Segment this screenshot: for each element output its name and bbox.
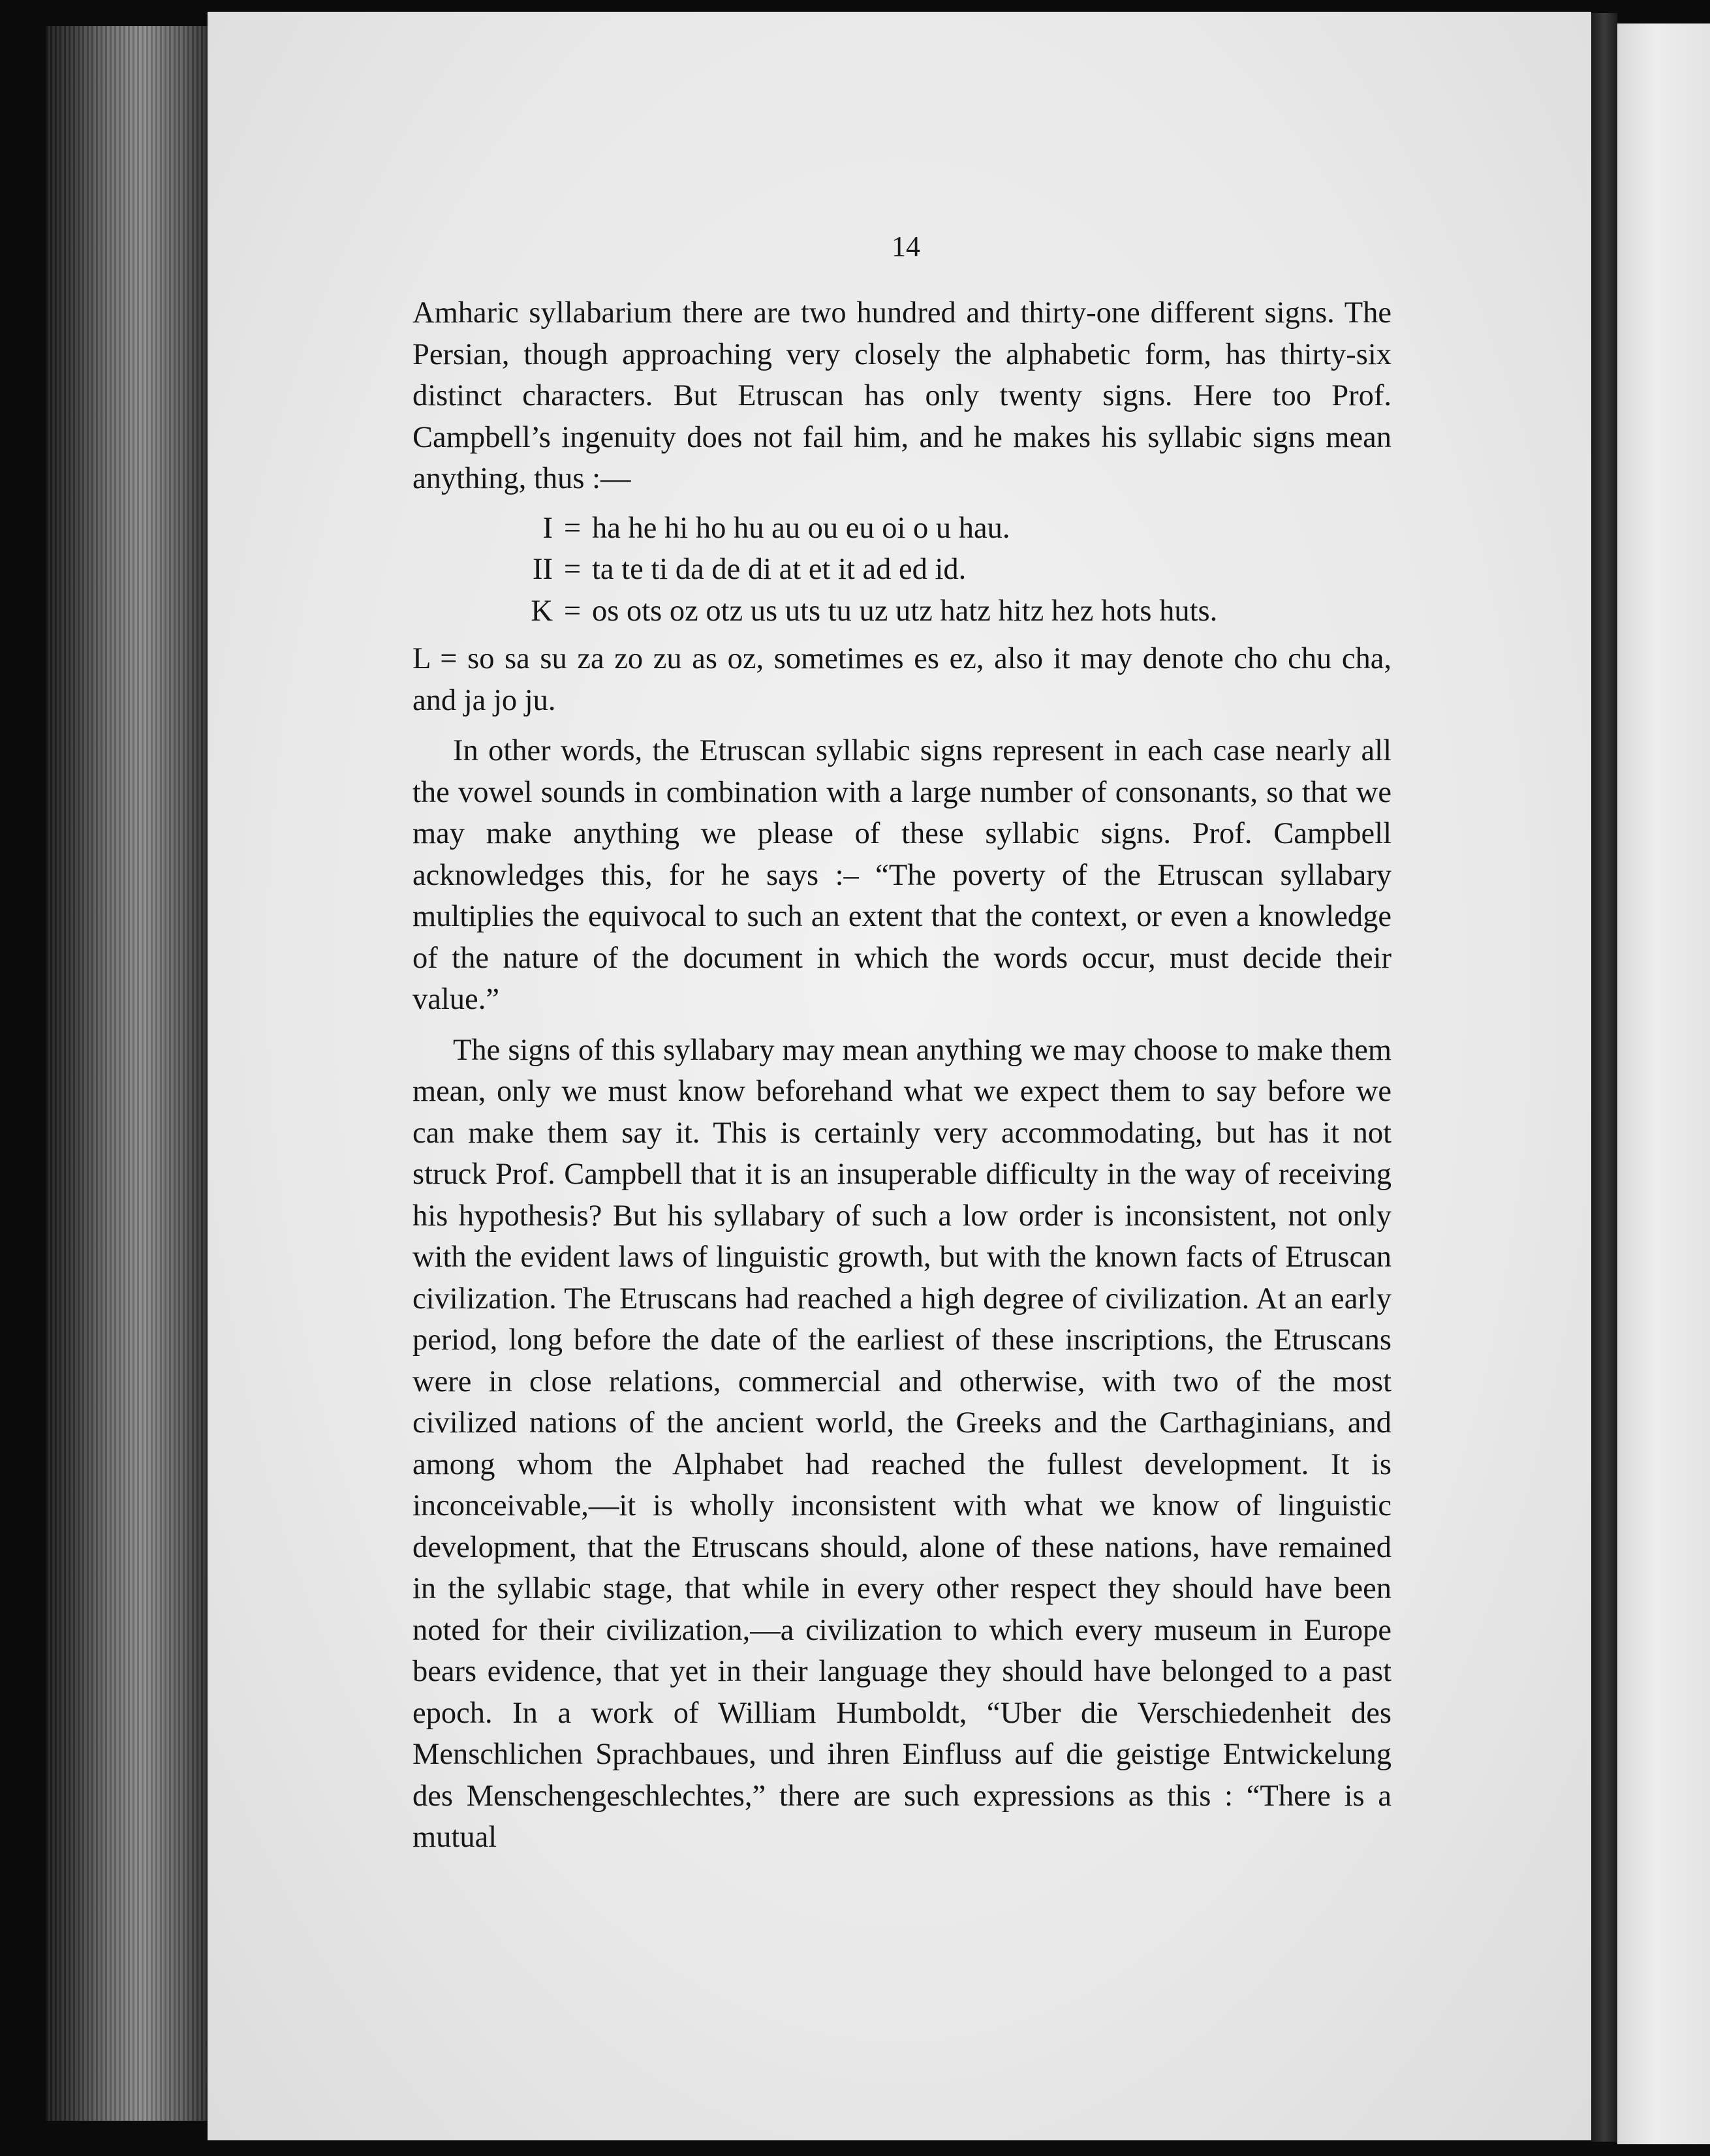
page-gutter [1591, 13, 1617, 2142]
sign-values: os ots oz otz us uts tu uz utz hatz hitz hez hots huts. [592, 594, 1218, 628]
paragraph-signs-syllabary: The signs of this syllabary may mean anything we may choose to make them mean, only we must know beforehand what we expect them to say before we can make them say it. This is certainly very accommodating, but has it not struck Prof. Campbell that it is an insuperable difficulty in the way of receiving his hypothesis? But his syllabary of such a low order is inconsistent, not only with the evident laws of linguistic growth, but with the known facts of Etruscan civilization. The Etruscans had reached a high degree of civilization. At an early period, long before the date of the earliest of these inscriptions, the Etruscans were in close relations, commercial and otherwise, with two of the most civilized nations of the ancient world, the Greeks and the Carthaginians, and among whom the Alphabet had reached the fullest development. It is inconceivable,—it is wholly inconsistent with what we know of linguistic development, that the Etruscans should, alone of these nations, have remained in the syllabic stage, that while in every other respect they should have been noted for their civilization,—a civilization to which every museum in Europe bears evidence, that yet in their language they should have belonged to a past epoch. In a work of William Humboldt, “Uber die Verschiedenheit des Menschlichen Sprachbaues, und ihren Einfluss auf die geistige Entwickelung des Menschengeschlechtes,” there are such expressions as this : “There is a mutual [412, 1033, 1391, 1854]
sign-values: ta te ti da de di at et it ad ed id. [592, 553, 967, 586]
paragraph-other-words: In other words, the Etruscan syllabic signs represent in each case nearly all the vowel sounds in combination with a large number of consonants, so that we may make anything we please of these syllabic signs. Prof. Campbell acknowledges this, for he says :– “The poverty of the Etruscan syllabary multiplies the equivocal to such an extent that the context, or even a knowledge of the nature of the document in which the words occur, must decide their value.” [412, 734, 1391, 1016]
book-edge [46, 26, 209, 2121]
sign-values: ha he hi ho hu au ou eu oi o u hau. [592, 511, 1010, 545]
sign-row-k [412, 591, 1391, 632]
equals-sign: = [563, 511, 582, 545]
equals-sign: = [563, 594, 582, 628]
page-number: 14 [892, 230, 920, 262]
sign-l-paragraph: L = so sa su za zo zu as oz, sometimes es ez, also it may denote cho chu cha, and ja jo ju. [412, 642, 1391, 717]
paragraph-continued: Amharic syllabarium there are two hundred and thirty-one different signs. The Persian, though approaching very closely the alphabetic form, has thirty-six distinct characters. But Etruscan has only twenty signs. Here too Prof. Campbell’s ingenuity does not fail him, and he makes his syllabic signs mean anything, thus :— [412, 296, 1391, 495]
next-page-edge [1617, 23, 1710, 2144]
sign-row-ii [412, 549, 1391, 591]
page-body [412, 292, 1391, 1858]
equals-sign: = [563, 553, 582, 586]
syllabic-sign-list [412, 508, 1391, 632]
sign-symbol: I [542, 511, 553, 545]
sign-symbol: K [531, 594, 553, 628]
sign-symbol: II [533, 553, 553, 586]
sign-row-i [412, 508, 1391, 549]
